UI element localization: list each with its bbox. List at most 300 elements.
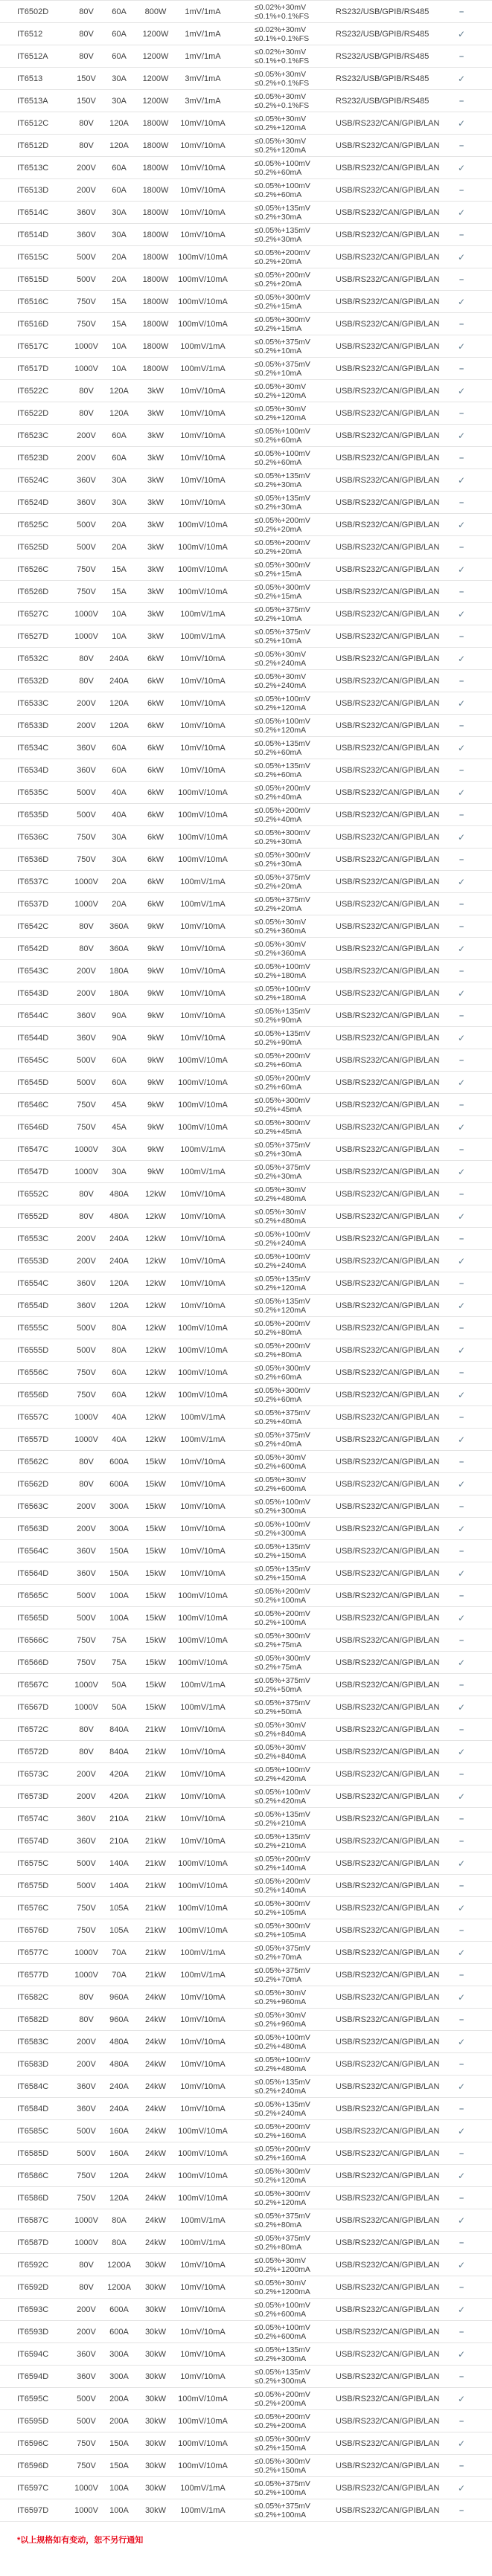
power-cell: 21kW <box>144 1725 167 1734</box>
current-cell: 600A <box>109 1457 129 1466</box>
table-row <box>0 202 492 224</box>
table-row <box>0 2142 492 2165</box>
current-cell: 20A <box>112 877 127 886</box>
current-cell: 140A <box>109 1858 129 1868</box>
current-cell: 300A <box>109 2349 129 2359</box>
power-cell: 30kW <box>144 2305 167 2314</box>
voltage-cell: 80V <box>79 2015 94 2024</box>
interfaces-cell: USB/RS232/CAN/GPIB/LAN <box>336 2483 440 2493</box>
accuracy-cell <box>231 962 331 980</box>
power-cell: 15kW <box>144 1524 167 1533</box>
model-cell: IT6547C <box>17 1144 49 1154</box>
voltage-cell: 360V <box>77 1814 96 1823</box>
table-row <box>0 1139 492 1161</box>
interfaces-cell: USB/RS232/CAN/GPIB/LAN <box>336 1100 440 1110</box>
resolution-cell: 10mV/10mA <box>180 1725 226 1734</box>
power-cell: 15kW <box>144 1635 167 1645</box>
table-row <box>0 1094 492 1116</box>
accuracy-current-line: ≤0.2%+120mA <box>255 1283 307 1292</box>
accuracy-cell <box>231 1966 331 1984</box>
check-icon: ✓ <box>457 28 466 39</box>
interfaces-cell: USB/RS232/CAN/GPIB/LAN <box>336 1189 440 1199</box>
resolution-cell: 3mV/1mA <box>185 96 221 106</box>
accuracy-cell <box>231 2412 331 2430</box>
check-icon: ✓ <box>457 1568 466 1579</box>
voltage-cell: 200V <box>77 163 96 173</box>
current-cell: 60A <box>112 163 127 173</box>
voltage-cell: 500V <box>77 788 96 797</box>
current-cell: 30A <box>112 96 127 106</box>
accuracy-cell <box>231 338 331 355</box>
accuracy-voltage-line: ≤0.05%+300mV <box>255 1631 310 1640</box>
voltage-cell: 360V <box>77 743 96 753</box>
accuracy-cell <box>231 940 331 958</box>
interfaces-cell: USB/RS232/CAN/GPIB/LAN <box>336 1078 440 1087</box>
voltage-cell: 1000V <box>74 609 98 619</box>
table-row <box>0 2053 492 2076</box>
accuracy-voltage-line: ≤0.05%+135mV <box>255 2345 310 2354</box>
resolution-cell: 100mV/10mA <box>178 1345 228 1355</box>
accuracy-current-line: ≤0.2%+30mA <box>255 212 302 222</box>
check-icon: ✓ <box>457 1389 466 1400</box>
resolution-cell: 100mV/10mA <box>178 274 228 284</box>
voltage-cell: 360V <box>77 1301 96 1310</box>
model-cell: IT6593D <box>17 2327 49 2337</box>
interfaces-cell: USB/RS232/CAN/GPIB/LAN <box>336 1836 440 1846</box>
table-row <box>0 2321 492 2343</box>
power-cell: 24kW <box>144 2193 167 2203</box>
model-cell: IT6574D <box>17 1836 49 1846</box>
accuracy-current-line: ≤0.2%+120mA <box>255 725 307 735</box>
check-icon: ✓ <box>457 1345 466 1356</box>
voltage-cell: 1000V <box>74 2505 98 2515</box>
accuracy-current-line: ≤0.2%+10mA <box>255 346 302 355</box>
check-icon: ✓ <box>457 2036 466 2047</box>
accuracy-voltage-line: ≤0.05%+375mV <box>255 2479 310 2488</box>
model-cell: IT6585C <box>17 2126 49 2136</box>
resolution-cell: 100mV/1mA <box>180 1702 226 1712</box>
current-cell: 200A <box>109 2394 129 2403</box>
current-cell: 40A <box>112 810 127 820</box>
interfaces-cell: USB/RS232/CAN/GPIB/LAN <box>336 1167 440 1176</box>
power-cell: 30kW <box>144 2282 167 2292</box>
voltage-cell: 200V <box>77 2305 96 2314</box>
interfaces-cell: USB/RS232/CAN/GPIB/LAN <box>336 185 440 195</box>
current-cell: 60A <box>112 185 127 195</box>
power-cell: 24kW <box>144 2059 167 2069</box>
accuracy-voltage-line: ≤0.05%+135mV <box>255 738 310 748</box>
power-cell: 24kW <box>144 2238 167 2247</box>
dash-icon: – <box>459 230 464 239</box>
dash-icon: – <box>459 854 464 864</box>
table-row <box>0 2120 492 2142</box>
accuracy-current-line: ≤0.2%+120mA <box>255 703 307 712</box>
accuracy-voltage-line: ≤0.05%+100mV <box>255 2300 310 2310</box>
check-icon: ✓ <box>457 296 466 307</box>
table-row <box>0 1629 492 1652</box>
model-cell: IT6563C <box>17 1501 49 1511</box>
resolution-cell: 10mV/10mA <box>180 163 226 173</box>
model-cell: IT6594C <box>17 2349 49 2359</box>
accuracy-voltage-line: ≤0.05%+375mV <box>255 2233 310 2243</box>
table-row <box>0 826 492 849</box>
interfaces-cell: USB/RS232/CAN/GPIB/LAN <box>336 2327 440 2337</box>
power-cell: 15kW <box>144 1680 167 1690</box>
model-cell: IT6527C <box>17 609 49 619</box>
resolution-cell: 10mV/10mA <box>180 2305 226 2314</box>
resolution-cell: 10mV/10mA <box>180 765 226 775</box>
current-cell: 1200A <box>107 2260 131 2270</box>
accuracy-current-line: ≤0.2%+480mA <box>255 1194 307 1203</box>
accuracy-voltage-line: ≤0.05%+135mV <box>255 1006 310 1016</box>
dash-icon: – <box>459 2104 464 2113</box>
voltage-cell: 80V <box>79 408 94 418</box>
accuracy-cell <box>231 739 331 757</box>
check-icon: ✓ <box>457 73 466 84</box>
accuracy-current-line: ≤0.2%+420mA <box>255 1796 307 1806</box>
resolution-cell: 10mV/10mA <box>180 676 226 686</box>
model-cell: IT6535C <box>17 788 49 797</box>
accuracy-cell <box>231 1788 331 1806</box>
model-cell: IT6557C <box>17 1412 49 1422</box>
accuracy-voltage-line: ≤0.05%+100mV <box>255 448 310 458</box>
voltage-cell: 80V <box>79 1992 94 2002</box>
accuracy-cell <box>231 2279 331 2296</box>
interfaces-cell: USB/RS232/CAN/GPIB/LAN <box>336 899 440 909</box>
dash-icon: – <box>459 453 464 463</box>
current-cell: 20A <box>112 274 127 284</box>
current-cell: 80A <box>112 1323 127 1333</box>
accuracy-current-line: ≤0.2%+480mA <box>255 2041 307 2051</box>
table-row <box>0 2098 492 2120</box>
voltage-cell: 150V <box>77 96 96 106</box>
power-cell: 9kW <box>147 1011 164 1020</box>
resolution-cell: 100mV/10mA <box>178 810 228 820</box>
interfaces-cell: USB/RS232/CAN/GPIB/LAN <box>336 1546 440 1556</box>
resolution-cell: 100mV/10mA <box>178 788 228 797</box>
voltage-cell: 1000V <box>74 1167 98 1176</box>
accuracy-current-line: ≤0.2%+60mA <box>255 1082 302 1092</box>
interfaces-cell: USB/RS232/CAN/GPIB/LAN <box>336 1234 440 1243</box>
dash-icon: – <box>459 1970 464 1980</box>
interfaces-cell: USB/RS232/CAN/GPIB/LAN <box>336 364 440 373</box>
table-row <box>0 2499 492 2522</box>
interfaces-cell: USB/RS232/CAN/GPIB/LAN <box>336 1568 440 1578</box>
voltage-cell: 500V <box>77 1591 96 1600</box>
voltage-cell: 360V <box>77 230 96 239</box>
voltage-cell: 80V <box>79 1457 94 1466</box>
model-cell: IT6544D <box>17 1033 49 1043</box>
table-row <box>0 1986 492 2009</box>
resolution-cell: 10mV/10mA <box>180 1234 226 1243</box>
resolution-cell: 10mV/10mA <box>180 1501 226 1511</box>
resolution-cell: 100mV/10mA <box>178 1881 228 1890</box>
check-icon: ✓ <box>457 2259 466 2270</box>
dash-icon: – <box>459 141 464 150</box>
table-row <box>0 536 492 558</box>
current-cell: 15A <box>112 564 127 574</box>
table-row <box>0 1429 492 1451</box>
resolution-cell: 10mV/10mA <box>180 1769 226 1779</box>
accuracy-cell <box>231 1520 331 1538</box>
check-icon: ✓ <box>457 341 466 352</box>
power-cell: 30kW <box>144 2483 167 2493</box>
current-cell: 105A <box>109 1903 129 1913</box>
power-cell: 3kW <box>147 386 164 396</box>
check-icon: ✓ <box>457 943 466 954</box>
accuracy-voltage-line: ≤0.05%+100mV <box>255 158 310 168</box>
accuracy-current-line: ≤0.1%+0.1%FS <box>255 56 310 65</box>
model-cell: IT6514C <box>17 207 49 217</box>
voltage-cell: 1000V <box>74 899 98 909</box>
dash-icon: – <box>459 408 464 418</box>
current-cell: 120A <box>109 721 129 730</box>
current-cell: 480A <box>109 1189 129 1199</box>
accuracy-voltage-line: ≤0.02%+30mV <box>255 47 307 57</box>
dash-icon: – <box>459 765 464 775</box>
dash-icon: – <box>459 185 464 195</box>
power-cell: 12kW <box>144 1412 167 1422</box>
resolution-cell: 100mV/10mA <box>178 1635 228 1645</box>
table-row <box>0 1005 492 1027</box>
model-cell: IT6534D <box>17 765 49 775</box>
model-cell: IT6515C <box>17 252 49 262</box>
dash-icon: – <box>459 810 464 820</box>
table-row <box>0 447 492 469</box>
power-cell: 24kW <box>144 2171 167 2180</box>
table-row <box>0 1875 492 1897</box>
resolution-cell: 100mV/10mA <box>178 2438 228 2448</box>
voltage-cell: 750V <box>77 587 96 596</box>
interfaces-cell: RS232/USB/GPIB/RS485 <box>336 74 429 83</box>
voltage-cell: 750V <box>77 564 96 574</box>
interfaces-cell: USB/RS232/CAN/GPIB/LAN <box>336 1635 440 1645</box>
power-cell: 1800W <box>142 141 169 150</box>
table-row <box>0 1 492 23</box>
voltage-cell: 750V <box>77 2193 96 2203</box>
accuracy-cell <box>231 2479 331 2497</box>
accuracy-voltage-line: ≤0.05%+30mV <box>255 1185 307 1194</box>
power-cell: 15kW <box>144 1658 167 1667</box>
check-icon: ✓ <box>457 2081 466 2092</box>
model-cell: IT6565C <box>17 1591 49 1600</box>
resolution-cell: 10mV/10mA <box>180 2104 226 2113</box>
model-cell: IT6552D <box>17 1211 49 1221</box>
current-cell: 40A <box>112 1412 127 1422</box>
table-row <box>0 157 492 179</box>
current-cell: 300A <box>109 1501 129 1511</box>
accuracy-cell <box>231 2323 331 2341</box>
current-cell: 120A <box>109 386 129 396</box>
power-cell: 21kW <box>144 1948 167 1957</box>
model-cell: IT6586C <box>17 2171 49 2180</box>
model-cell: IT6556D <box>17 1390 49 1400</box>
voltage-cell: 360V <box>77 498 96 507</box>
accuracy-cell <box>231 761 331 779</box>
current-cell: 80A <box>112 2238 127 2247</box>
accuracy-voltage-line: ≤0.05%+200mV <box>255 1586 310 1596</box>
current-cell: 120A <box>109 1301 129 1310</box>
accuracy-current-line: ≤0.2%+300mA <box>255 1528 307 1538</box>
power-cell: 9kW <box>147 1055 164 1065</box>
accuracy-voltage-line: ≤0.05%+200mV <box>255 1854 310 1864</box>
voltage-cell: 200V <box>77 966 96 976</box>
voltage-cell: 360V <box>77 1546 96 1556</box>
accuracy-cell <box>231 471 331 489</box>
resolution-cell: 10mV/10mA <box>180 1211 226 1221</box>
table-row <box>0 1830 492 1852</box>
resolution-cell: 100mV/10mA <box>178 2416 228 2426</box>
voltage-cell: 750V <box>77 297 96 306</box>
current-cell: 600A <box>109 2327 129 2337</box>
accuracy-current-line: ≤0.2%+120mA <box>255 145 307 155</box>
accuracy-current-line: ≤0.2%+240mA <box>255 2108 307 2118</box>
model-cell: IT6584D <box>17 2104 49 2113</box>
power-cell: 12kW <box>144 1211 167 1221</box>
current-cell: 960A <box>109 1992 129 2002</box>
accuracy-current-line: ≤0.2%+50mA <box>255 1707 302 1716</box>
power-cell: 30kW <box>144 2438 167 2448</box>
voltage-cell: 200V <box>77 2037 96 2047</box>
power-cell: 21kW <box>144 1881 167 1890</box>
table-row <box>0 1495 492 1518</box>
interfaces-cell: USB/RS232/CAN/GPIB/LAN <box>336 2081 440 2091</box>
accuracy-current-line: ≤0.2%+100mA <box>255 1595 307 1605</box>
accuracy-cell <box>231 895 331 913</box>
check-icon: ✓ <box>457 1255 466 1266</box>
resolution-cell: 10mV/10mA <box>180 921 226 931</box>
table-row <box>0 692 492 715</box>
accuracy-voltage-line: ≤0.05%+375mV <box>255 1965 310 1975</box>
table-row <box>0 2366 492 2388</box>
accuracy-current-line: ≤0.2%+150mA <box>255 1551 307 1560</box>
power-cell: 30kW <box>144 2505 167 2515</box>
model-cell: IT6526D <box>17 587 49 596</box>
accuracy-current-line: ≤0.2%+30mA <box>255 1149 302 1159</box>
accuracy-voltage-line: ≤0.05%+30mV <box>255 136 307 146</box>
accuracy-cell <box>231 851 331 869</box>
accuracy-cell <box>231 2033 331 2051</box>
voltage-cell: 1000V <box>74 2238 98 2247</box>
accuracy-current-line: ≤0.2%+60mA <box>255 1060 302 1069</box>
accuracy-current-line: ≤0.2%+100mA <box>255 2510 307 2519</box>
accuracy-cell <box>231 2368 331 2386</box>
accuracy-voltage-line: ≤0.05%+30mV <box>255 404 307 413</box>
interfaces-cell: USB/RS232/CAN/GPIB/LAN <box>336 1992 440 2002</box>
interfaces-cell: USB/RS232/CAN/GPIB/LAN <box>336 743 440 753</box>
interfaces-cell: USB/RS232/CAN/GPIB/LAN <box>336 2148 440 2158</box>
voltage-cell: 360V <box>77 1836 96 1846</box>
model-cell: IT6584C <box>17 2081 49 2091</box>
interfaces-cell: USB/RS232/CAN/GPIB/LAN <box>336 2461 440 2470</box>
table-row <box>0 1295 492 1317</box>
current-cell: 30A <box>112 498 127 507</box>
current-cell: 30A <box>112 1167 127 1176</box>
model-cell: IT6525C <box>17 520 49 529</box>
accuracy-voltage-line: ≤0.05%+300mV <box>255 1899 310 1908</box>
voltage-cell: 500V <box>77 252 96 262</box>
model-cell: IT6513D <box>17 185 49 195</box>
model-cell: IT6554D <box>17 1301 49 1310</box>
dash-icon: – <box>459 1368 464 1377</box>
current-cell: 1200A <box>107 2282 131 2292</box>
power-cell: 12kW <box>144 1390 167 1400</box>
accuracy-voltage-line: ≤0.05%+135mV <box>255 1028 310 1038</box>
interfaces-cell: USB/RS232/CAN/GPIB/LAN <box>336 1412 440 1422</box>
dash-icon: – <box>459 1278 464 1288</box>
interfaces-cell: USB/RS232/CAN/GPIB/LAN <box>336 2371 440 2381</box>
power-cell: 6kW <box>147 877 164 886</box>
dash-icon: – <box>459 2371 464 2381</box>
current-cell: 60A <box>112 431 127 440</box>
table-row <box>0 1250 492 1272</box>
interfaces-cell: USB/RS232/CAN/GPIB/LAN <box>336 1368 440 1377</box>
power-cell: 9kW <box>147 988 164 998</box>
model-cell: IT6574C <box>17 1814 49 1823</box>
accuracy-current-line: ≤0.2%+180mA <box>255 993 307 1002</box>
accuracy-cell <box>231 48 331 65</box>
current-cell: 60A <box>112 1390 127 1400</box>
dash-icon: – <box>459 966 464 976</box>
power-cell: 24kW <box>144 2081 167 2091</box>
accuracy-current-line: ≤0.2%+40mA <box>255 792 302 802</box>
accuracy-current-line: ≤0.1%+0.1%FS <box>255 33 310 43</box>
voltage-cell: 750V <box>77 2438 96 2448</box>
current-cell: 10A <box>112 631 127 641</box>
check-icon: ✓ <box>457 1791 466 1802</box>
voltage-cell: 200V <box>77 1524 96 1533</box>
check-icon: ✓ <box>457 1991 466 2003</box>
interfaces-cell: USB/RS232/CAN/GPIB/LAN <box>336 788 440 797</box>
model-cell: IT6582C <box>17 1992 49 2002</box>
check-icon: ✓ <box>457 876 466 887</box>
table-row <box>0 313 492 335</box>
accuracy-voltage-line: ≤0.05%+375mV <box>255 895 310 904</box>
interfaces-cell: USB/RS232/CAN/GPIB/LAN <box>336 408 440 418</box>
accuracy-current-line: ≤0.2%+600mA <box>255 2309 307 2319</box>
interfaces-cell: USB/RS232/CAN/GPIB/LAN <box>336 163 440 173</box>
resolution-cell: 100mV/10mA <box>178 542 228 552</box>
dash-icon: – <box>459 1881 464 1890</box>
power-cell: 3kW <box>147 564 164 574</box>
voltage-cell: 1000V <box>74 877 98 886</box>
dash-icon: – <box>459 1323 464 1333</box>
dash-icon: – <box>459 2505 464 2515</box>
resolution-cell: 10mV/10mA <box>180 431 226 440</box>
model-cell: IT6567D <box>17 1702 49 1712</box>
accuracy-cell <box>231 2011 331 2029</box>
dash-icon: – <box>459 899 464 909</box>
power-cell: 21kW <box>144 1970 167 1980</box>
accuracy-cell <box>231 1832 331 1850</box>
check-icon: ✓ <box>457 162 466 173</box>
current-cell: 160A <box>109 2148 129 2158</box>
current-cell: 60A <box>112 7 127 16</box>
model-cell: IT6546D <box>17 1122 49 1132</box>
model-cell: IT6567C <box>17 1680 49 1690</box>
interfaces-cell: USB/RS232/CAN/GPIB/LAN <box>336 475 440 485</box>
accuracy-cell <box>231 1498 331 1516</box>
interfaces-cell: USB/RS232/CAN/GPIB/LAN <box>336 1323 440 1333</box>
accuracy-current-line: ≤0.2%+30mA <box>255 837 302 846</box>
accuracy-voltage-line: ≤0.05%+200mV <box>255 2412 310 2421</box>
model-cell: IT6534C <box>17 743 49 753</box>
resolution-cell: 100mV/10mA <box>178 297 228 306</box>
table-row <box>0 335 492 358</box>
accuracy-current-line: ≤0.2%+300mA <box>255 2376 307 2386</box>
accuracy-current-line: ≤0.2%+60mA <box>255 770 302 779</box>
accuracy-voltage-line: ≤0.05%+100mV <box>255 984 310 994</box>
